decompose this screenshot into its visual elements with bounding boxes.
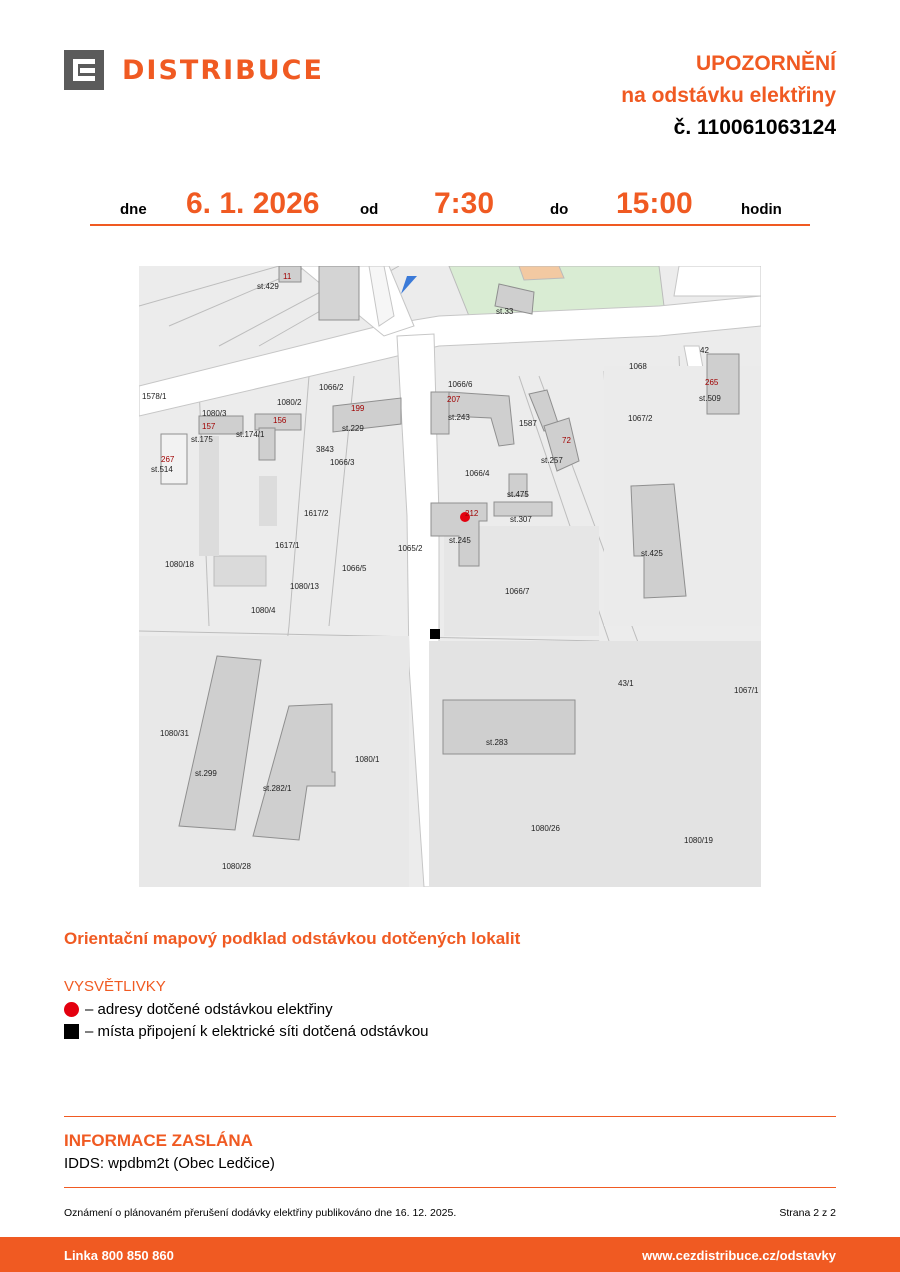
outage-date: 6. 1. 2026 bbox=[186, 187, 320, 220]
map-label: 1080/4 bbox=[251, 606, 276, 615]
hodin-label: hodin bbox=[741, 201, 782, 218]
map-label: 1080/2 bbox=[277, 398, 302, 407]
map-label: 1080/28 bbox=[222, 862, 251, 871]
map-label: 1066/6 bbox=[448, 380, 473, 389]
map-label: 1065/2 bbox=[398, 544, 423, 553]
map-label: 72 bbox=[562, 436, 571, 445]
divider bbox=[64, 1187, 836, 1188]
map-label: 1080/1 bbox=[355, 755, 380, 764]
publication-note: Oznámení o plánovaném přerušení dodávky elektřiny publikováno dne 16. 12. 2025. bbox=[64, 1207, 457, 1219]
map-label: 265 bbox=[705, 378, 719, 387]
do-label: do bbox=[550, 201, 569, 218]
map-label: st.245 bbox=[449, 536, 471, 545]
map-label: 1617/2 bbox=[304, 509, 329, 518]
map-label: st.475 bbox=[507, 490, 529, 499]
map-label: st.33 bbox=[496, 307, 514, 316]
map-label: st.282/1 bbox=[263, 784, 292, 793]
notice-heading bbox=[621, 48, 836, 144]
map-label: 156 bbox=[273, 416, 287, 425]
legend-black-square-text: – místa připojení k elektrické síti dotčená odstávkou bbox=[85, 1023, 429, 1040]
black-square-icon bbox=[64, 1024, 79, 1039]
legend-red-dot-text: – adresy dotčené odstávkou elektřiny bbox=[85, 1001, 333, 1018]
map-label: 11 bbox=[283, 272, 292, 281]
map-label: st.509 bbox=[699, 394, 721, 403]
legend-title: VYSVĚTLIVKY bbox=[64, 978, 166, 995]
map-label: st.425 bbox=[641, 549, 663, 558]
map-label: 199 bbox=[351, 404, 365, 413]
map-label: 1080/19 bbox=[684, 836, 713, 845]
map-label: 1080/31 bbox=[160, 729, 189, 738]
map-label: 1068 bbox=[629, 362, 647, 371]
map-label: 1066/5 bbox=[342, 564, 367, 573]
map-label: 1067/1 bbox=[734, 686, 759, 695]
od-label: od bbox=[360, 201, 379, 218]
outage-timeline bbox=[90, 180, 810, 226]
notice-title: UPOZORNĚNÍ bbox=[695, 52, 836, 75]
map-label: st.299 bbox=[195, 769, 217, 778]
time-to: 15:00 bbox=[616, 187, 693, 220]
map-label: st.257 bbox=[541, 456, 563, 465]
map-label: 157 bbox=[202, 422, 216, 431]
map-caption: Orientační mapový podklad odstávkou dotčených lokalit bbox=[64, 929, 521, 948]
cadastral-map bbox=[139, 266, 761, 887]
map-label: st.243 bbox=[448, 413, 470, 422]
map-label: 1066/2 bbox=[319, 383, 344, 392]
logo-mark bbox=[64, 50, 104, 90]
map-label: 212 bbox=[465, 509, 479, 518]
map-label: 1080/13 bbox=[290, 582, 319, 591]
map-label: 1080/3 bbox=[202, 409, 227, 418]
map-label: 42 bbox=[700, 346, 709, 355]
map-label: 43/1 bbox=[618, 679, 634, 688]
map-label: st.175 bbox=[191, 435, 213, 444]
map-svg bbox=[139, 266, 761, 887]
map-label: st.307 bbox=[510, 515, 532, 524]
red-dot-icon bbox=[64, 1002, 79, 1017]
notice-number: č. 110061063124 bbox=[673, 116, 836, 139]
dne-label: dne bbox=[120, 201, 147, 218]
divider bbox=[64, 1116, 836, 1117]
map-label: 3843 bbox=[316, 445, 334, 454]
map-label: st.174/1 bbox=[236, 430, 265, 439]
map-label: 1067/2 bbox=[628, 414, 653, 423]
map-label: 1080/18 bbox=[165, 560, 194, 569]
map-label: 207 bbox=[447, 395, 461, 404]
page-number: Strana 2 z 2 bbox=[779, 1207, 836, 1219]
map-label: 1066/3 bbox=[330, 458, 355, 467]
info-title: INFORMACE ZASLÁNA bbox=[64, 1131, 253, 1150]
time-from: 7:30 bbox=[434, 187, 495, 220]
map-label: 1066/4 bbox=[465, 469, 490, 478]
map-label: 1066/7 bbox=[505, 587, 530, 596]
map-label: st.229 bbox=[342, 424, 364, 433]
website-link[interactable]: www.cezdistribuce.cz/odstavky bbox=[642, 1248, 836, 1263]
legend-row-connection bbox=[64, 1023, 429, 1040]
hotline: Linka 800 850 860 bbox=[64, 1248, 174, 1263]
legend-row-address bbox=[64, 1001, 333, 1018]
map-label: 1080/26 bbox=[531, 824, 560, 833]
cez-logo bbox=[64, 50, 324, 90]
map-label: st.283 bbox=[486, 738, 508, 747]
map-label: 1578/1 bbox=[142, 392, 167, 401]
info-text: IDDS: wpdbm2t (Obec Ledčice) bbox=[64, 1155, 275, 1172]
footer-bar bbox=[0, 1237, 900, 1272]
map-label: st.429 bbox=[257, 282, 279, 291]
notice-subtitle: na odstávku elektřiny bbox=[621, 84, 836, 107]
map-label: 1617/1 bbox=[275, 541, 300, 550]
map-label: 267 bbox=[161, 455, 175, 464]
map-label: st.514 bbox=[151, 465, 173, 474]
map-label: 1587 bbox=[519, 419, 537, 428]
logo-brand-text: DISTRIBUCE bbox=[122, 54, 324, 86]
